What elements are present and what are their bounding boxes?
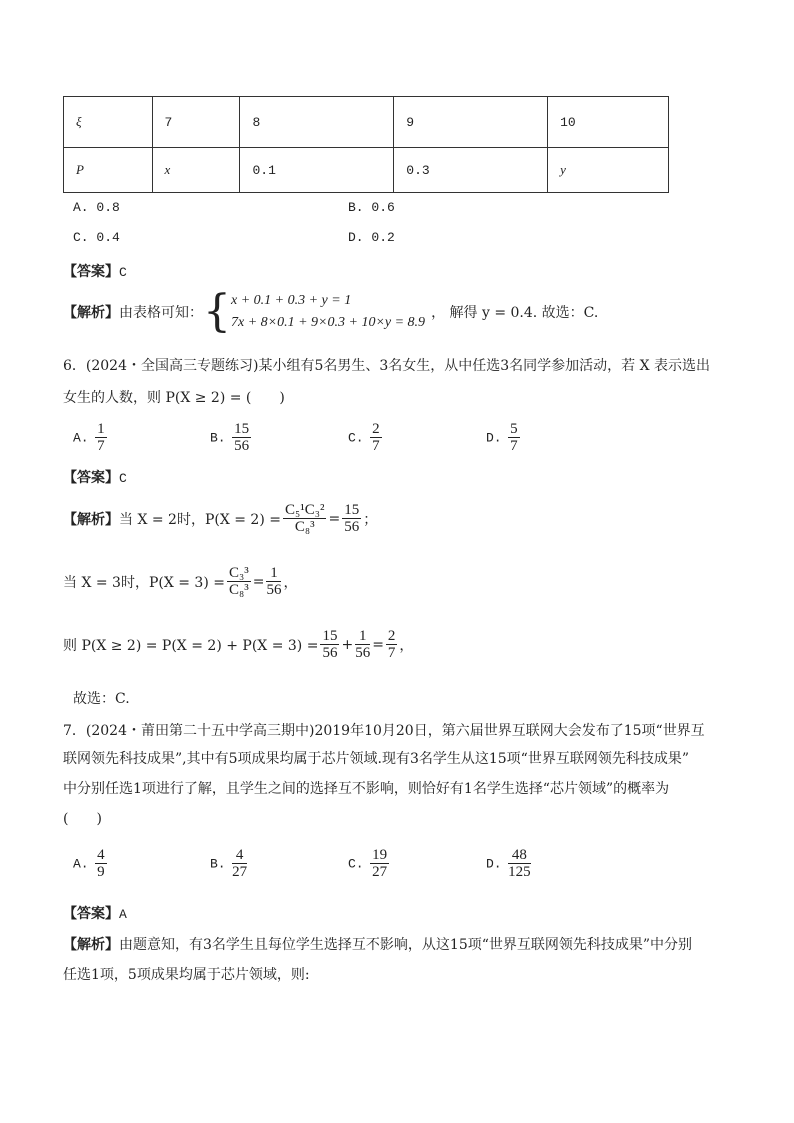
option-label: C. [348,856,364,872]
q6-analysis-step1 [63,502,377,535]
fraction [227,565,251,598]
q7-stem-line: 中分别任选1项进行了解，且学生之间的选择互不影响，则恰好有1名学生选择“芯片领域”的概率为 [63,781,670,797]
numerator: C₃³ [228,565,249,581]
analysis-text: 由题意知，有3名学生且每位学生选择互不影响，从这15项“世界互联网领先科技成果”中分别 [119,937,693,953]
numerator: 1 [97,421,105,437]
answer-value: C [119,471,127,486]
numerator: 4 [97,847,105,863]
option-label: C. [348,430,364,446]
fraction [266,565,281,598]
fraction [283,502,326,535]
fraction [370,847,389,880]
numerator: 5 [510,421,518,437]
table-cell: 9 [394,97,548,148]
punctuation: ， [399,637,414,654]
denominator: 56 [344,519,360,535]
q6-option-b [210,421,253,454]
numerator: 2 [372,421,380,437]
q6-option-c [348,421,384,454]
distribution-table [63,96,669,193]
denominator: 27 [372,864,388,880]
table-cell: P [64,148,153,193]
table-row [64,97,669,148]
option-label: B. [210,430,226,446]
table-cell: 0.1 [240,148,394,193]
q6-analysis-step3 [63,628,413,661]
analysis-text: 当 X = 2时，P(X = 2) = [119,511,281,528]
q6-option-a [73,421,109,454]
q7-option-b [210,847,249,880]
q7-stem-line: ( ) [63,811,102,827]
fraction [232,847,247,880]
analysis-text: 则 P(X ≥ 2) = P(X = 2) + P(X = 3) = [63,637,319,654]
answer-value: A [119,907,127,922]
denominator: 56 [322,645,338,661]
fraction [386,628,398,661]
numerator: 1 [266,565,281,582]
table-cell: ξ [64,97,153,148]
equation-system [231,290,425,334]
equation: 7x + 8×0.1 + 9×0.3 + 10×y = 8.9 [231,315,426,330]
numerator: 1 [355,628,370,645]
denominator: C₈³ [228,582,249,598]
table-cell: 0.3 [394,148,548,193]
q5-option-a: A. 0.8 [73,200,120,215]
q7-option-d [486,847,533,880]
q6-conclusion: 故选：C. [73,691,130,707]
q7-stem-line: 7．(2024・莆田第二十五中学高三期中)2019年10月20日，第六届世界互联网大会发布了15项“世界互 [63,723,705,739]
q6-stem-line: 女生的人数，则 P(X ≥ 2) = ( ) [63,390,285,406]
equation: x + 0.1 + 0.3 + y = 1 [231,293,352,308]
fraction [370,421,382,454]
fraction [95,421,107,454]
analysis-text: ， 解得 y = 0.4. 故选：C. [431,305,599,321]
table-cell: 10 [548,97,669,148]
q6-answer [63,467,127,487]
option-label: D. [486,430,502,446]
q5-option-b: B. 0.6 [348,200,395,215]
numerator: 15 [344,502,360,518]
operator: = [252,573,265,590]
table-cell: 7 [152,97,240,148]
q5-analysis [63,286,599,337]
denominator: 7 [387,645,396,661]
operator: = [372,636,384,653]
denominator: 56 [266,582,282,598]
operator: + [341,636,354,653]
denominator: 27 [232,864,248,880]
q6-option-d [486,421,522,454]
denominator: 125 [508,864,531,880]
answer-value: C [119,265,127,280]
q5-option-c: C. 0.4 [73,230,120,245]
q7-analysis [63,934,692,954]
denominator: 7 [97,438,105,454]
fraction [232,421,251,454]
denominator: 56 [355,645,371,661]
table-cell: 8 [240,97,394,148]
fraction [320,628,339,661]
table-cell: x [152,148,240,193]
option-label: A. [73,856,89,872]
denominator: 56 [234,438,250,454]
q6-analysis-step2 [63,565,297,598]
denominator: C₈³ [294,519,315,535]
numerator: 19 [372,847,388,863]
analysis-label: 【解析】 [63,511,119,528]
denominator: 7 [510,438,518,454]
numerator: 4 [232,847,247,864]
punctuation: ； [363,511,378,528]
brace-icon: { [203,286,231,337]
denominator: 9 [97,864,105,880]
denominator: 7 [372,438,380,454]
punctuation: ， [283,574,298,591]
q5-option-d: D. 0.2 [348,230,395,245]
analysis-text: 当 X = 3时，P(X = 3) = [63,574,225,591]
analysis-label: 【解析】 [63,937,119,953]
operator: = [328,510,341,527]
table-cell: y [548,148,669,193]
fraction [508,421,520,454]
q7-stem-line: 联网领先科技成果”,其中有5项成果均属于芯片领域.现有3名学生从这15项“世界互联网领先科技成果” [63,751,689,767]
q7-option-a [73,847,109,880]
option-label: A. [73,430,89,446]
q7-analysis-line: 任选1项，5项成果均属于芯片领域，则: [63,967,310,983]
numerator: 15 [322,628,338,644]
numerator: 2 [387,628,396,644]
numerator: 15 [234,421,250,437]
numerator: 48 [508,847,531,864]
option-label: D. [486,856,502,872]
answer-label: 【答案】 [63,906,119,922]
analysis-label: 【解析】 [63,305,119,321]
q6-stem-line: 6．(2024・全国高三专题练习)某小组有5名男生、3名女生，从中任选3名同学参加活动，若 X 表示选出 [63,358,711,374]
fraction [95,847,107,880]
fraction [355,628,370,661]
q5-answer [63,261,127,281]
table-row [64,148,669,193]
analysis-text: 由表格可知： [119,305,203,321]
fraction [508,847,531,880]
numerator: C₅¹C₃² [284,502,325,518]
option-label: B. [210,856,226,872]
q7-answer [63,903,127,923]
q7-option-c [348,847,391,880]
answer-label: 【答案】 [63,470,119,486]
fraction [342,502,361,535]
answer-label: 【答案】 [63,264,119,280]
